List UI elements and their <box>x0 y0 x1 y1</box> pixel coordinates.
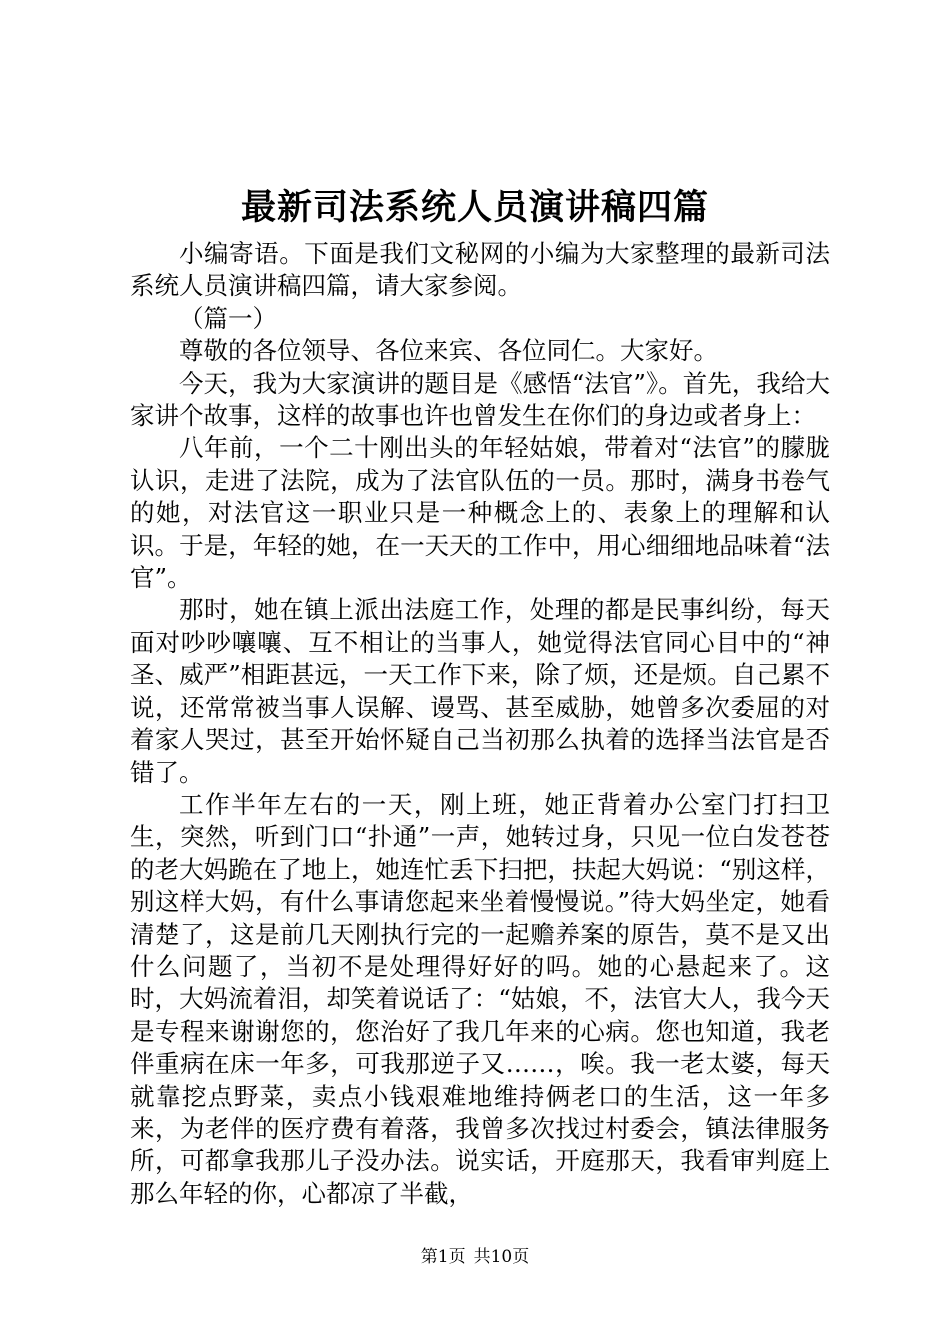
paragraph-greeting: 尊敬的各位领导、各位来宾、各位同仁。大家好。 <box>179 336 718 366</box>
paragraph-intro: 小编寄语。下面是我们文秘网的小编为大家整理的最新司法系统人员演讲稿四篇，请大家参阅。 <box>130 239 830 301</box>
page-number: 第1页 <box>420 1247 466 1267</box>
page-total: 共10页 <box>473 1247 530 1267</box>
paragraph-story-3: 工作半年左右的一天，刚上班，她正背着办公室门打扫卫生，突然，听到门口“扑通”一声，她转过身，只见一位白发苍苍的老大妈跪在了地上，她连忙丢下扫把，扶起大妈说：“别这样，别这样大妈，有什么事请您起来坐着慢慢说。”待大妈坐定，她看清楚了，这是前几天刚执行完的一起赡养案的原告，莫不是又出什么问题了，当初不是处理得好好的吗。她的心悬起来了。这时，大妈流着泪，却笑着说话了：“姑娘，不，法官大人，我今天是专程来谢谢您的，您治好了我几年来的心病。您也知道，我老伴重病在床一年多，可我那逆子又……，唉。我一老太婆，每天就靠挖点野菜，卖点小钱艰难地维持俩老口的生活，这一年多来，为老伴的医疗费有着落，我曾多次找过村委会，镇法律服务所，可都拿我那儿子没办法。说实话，开庭那天，我看审判庭上那么年轻的你，心都凉了半截， <box>130 789 830 1208</box>
document-title: 最新司法系统人员演讲稿四篇 <box>240 187 709 228</box>
paragraph-section-heading: （篇一） <box>179 303 277 333</box>
paragraph-story-2: 那时，她在镇上派出法庭工作，处理的都是民事纠纷，每天面对吵吵嚷嚷、互不相让的当事人，她觉得法官同心目中的“神圣、威严”相距甚远，一天工作下来，除了烦，还是烦。自己累不说，还常常被当事人误解、谩骂、甚至威胁，她曾多次委屈的对着家人哭过，甚至开始怀疑自己当初那么执着的选择当法官是否错了。 <box>130 595 830 787</box>
paragraph-story-1: 八年前，一个二十刚出头的年轻姑娘，带着对“法官”的朦胧认识，走进了法院，成为了法官队伍的一员。那时，满身书卷气的她，对法官这一职业只是一种概念上的、表象上的理解和认识。于是，年轻的她，在一天天的工作中，用心细细地品味着“法官”。 <box>130 433 830 593</box>
paragraph-topic: 今天，我为大家演讲的题目是《感悟“法官”》。首先，我给大家讲个故事，这样的故事也许也曾发生在你们的身边或者身上： <box>130 368 830 431</box>
page-footer <box>0 1245 950 1269</box>
document-body <box>130 238 830 1210</box>
